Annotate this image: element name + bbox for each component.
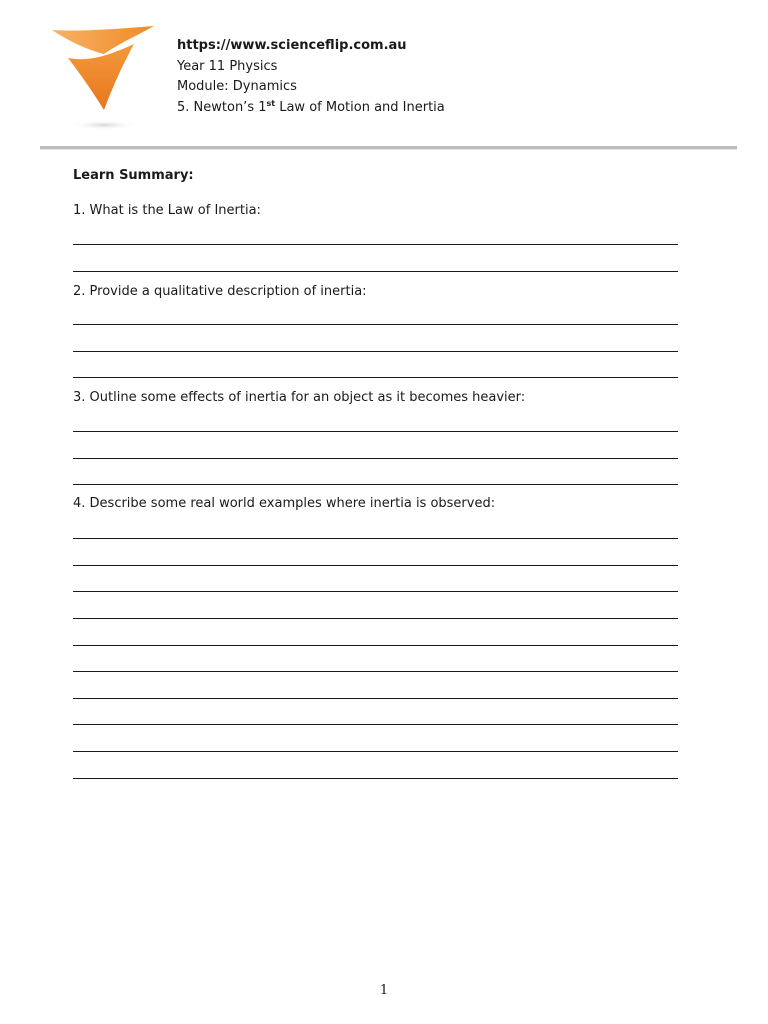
answer-line[interactable] <box>73 751 678 752</box>
answer-line[interactable] <box>73 244 678 245</box>
answer-line[interactable] <box>73 351 678 352</box>
answer-line[interactable] <box>73 645 678 646</box>
module-title: Module: Dynamics <box>177 79 297 94</box>
answer-line[interactable] <box>73 484 678 485</box>
lesson-title-suffix: Law of Motion and Inertia <box>275 99 445 115</box>
header-divider <box>40 146 737 150</box>
answer-line[interactable] <box>73 778 678 779</box>
course-title: Year 11 Physics <box>177 58 278 74</box>
question-3: 3. Outline some effects of inertia for an object as it becomes heavier: <box>73 390 526 405</box>
lesson-title <box>177 98 445 119</box>
learn-summary-heading: Learn Summary: <box>73 168 194 183</box>
question-1: 1. What is the Law of Inertia: <box>73 203 261 218</box>
page-number: 1 <box>379 983 389 998</box>
answer-line[interactable] <box>73 324 678 325</box>
answer-line[interactable] <box>73 431 678 432</box>
answer-line[interactable] <box>73 565 678 566</box>
worksheet <box>73 166 678 511</box>
header-info <box>177 36 445 118</box>
answer-line[interactable] <box>73 377 678 378</box>
answer-line[interactable] <box>73 591 678 592</box>
question-4: 4. Describe some real world examples where inertia is observed: <box>73 496 496 511</box>
answer-line[interactable] <box>73 671 678 672</box>
answer-line[interactable] <box>73 618 678 619</box>
scienceflip-logo-icon <box>48 22 158 134</box>
lesson-title-prefix: 5. Newton’s 1 <box>177 99 267 115</box>
question-2: 2. Provide a qualitative description of inertia: <box>73 284 367 299</box>
lesson-title-superscript: st <box>266 98 276 108</box>
answer-line[interactable] <box>73 724 678 725</box>
answer-line[interactable] <box>73 538 678 539</box>
answer-line[interactable] <box>73 458 678 459</box>
answer-line[interactable] <box>73 271 678 272</box>
answer-line[interactable] <box>73 698 678 699</box>
site-url[interactable]: https://www.scienceflip.com.au <box>177 38 407 53</box>
